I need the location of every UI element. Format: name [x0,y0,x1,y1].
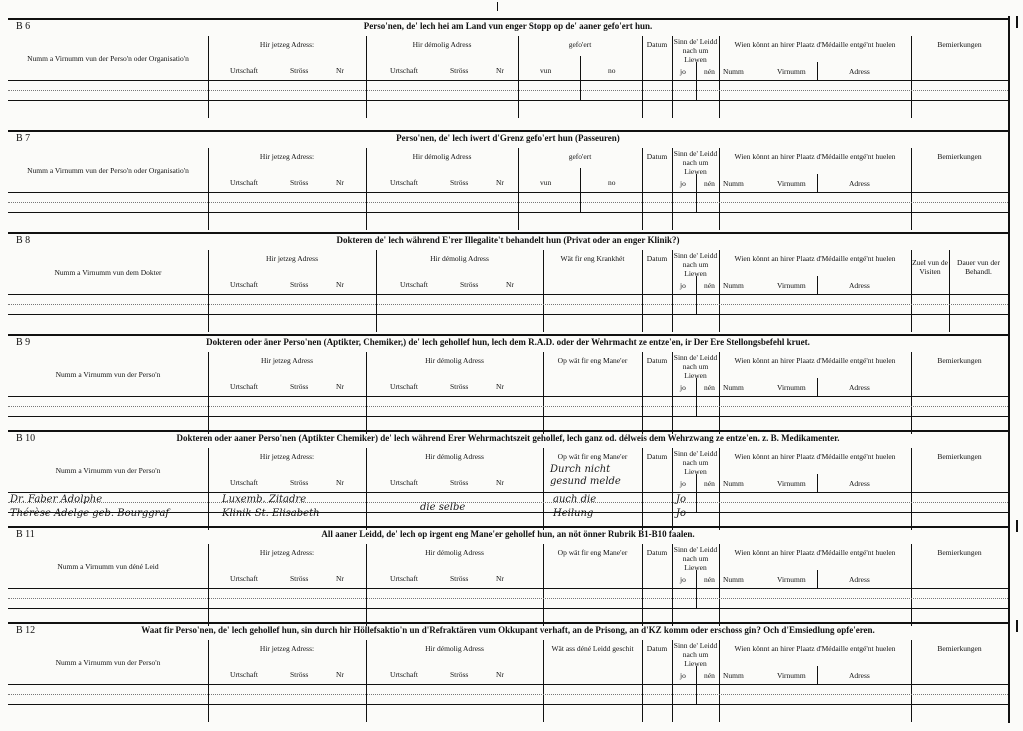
column-rule [817,276,818,294]
address-label: Adress [849,179,870,188]
number-label: Nr [506,280,514,289]
header-rule [8,684,1008,685]
column-rule [696,666,697,704]
no-label: nén [704,479,715,488]
remarks-header: Bemierkungen [937,356,982,365]
row-dots [8,304,1008,305]
section-title: Waat fir Perso'nen, de' lech gehollef hun, sin durch hir Höllefsaktio'n un d'Refraktären vum Okkupant verhaft, an de Prisong, an d'KZ komm oder erschoss gin? Och d'Emsiedlung opfe'eren. [141,625,875,635]
firstname-label: Virnumm [777,575,806,584]
row-dots [8,598,1008,599]
town-label: Urtschaft [390,478,418,487]
section-b8 [8,232,1008,334]
section-title: Perso'nen, de' lech hei am Land vun enger Stopp op de' aaner gefo'ert hun. [363,21,653,31]
firstname-label: Virnumm [777,179,806,188]
row-rule [8,416,1008,417]
row-dots [8,90,1008,91]
section-divider [8,526,1008,528]
name-column-header: Numm a Virnumm vun der Perso'n [55,466,161,475]
section-b6 [8,18,1008,120]
date-header: Datum [646,548,668,557]
middle-column-header: Wät fir eng Krankhét [560,254,625,263]
town-label: Urtschaft [390,178,418,187]
handwritten-old-address: die selbe [420,502,466,513]
number-label: Nr [496,478,504,487]
name-column-header: Numm a Virnumm vun der Perso'n [55,370,161,379]
number-label: Nr [336,382,344,391]
no-label: nén [704,179,715,188]
former-address-header: Hir démolig Adress [430,254,489,263]
row-dots [8,406,1008,407]
number-label: Nr [496,574,504,583]
street-label: Ströss [290,382,309,391]
section-title: Dokteren oder aaner Perso'nen (Aptikter Chemiker) de' lech während Erer Wehrmachtszeit gehollef, lech ganz od. délweis dem Wehrzwang ze entze'en. z. B. Medikamenter. [176,433,840,443]
handwritten-name: Dr. Faber Adolphe [10,494,103,505]
column-rule [696,570,697,608]
medal-recipient-header: Wien könnt an hirer Plaatz d'Médaille entgé'nt huelen [734,548,896,557]
edge-tick [1016,620,1018,632]
current-address-header: Hir jetzeg Adress: [259,152,315,161]
number-label: Nr [336,478,344,487]
former-address-header: Hir démolig Adress [425,356,484,365]
yes-label: jo [680,575,686,584]
column-rule [817,474,818,492]
handwritten-yes: Jo [676,508,687,519]
section-b12 [8,622,1008,724]
row-dots [8,502,1008,503]
section-code: B 8 [16,235,31,246]
treatment-duration-header: Dauer vun der Behandl. [957,258,1000,276]
current-address-header: Hir jetzeg Adress: [259,452,315,461]
top-mark [497,2,498,11]
alive-header: Sinn de' Leidd nach um Liewen [673,37,718,64]
firstname-label: Virnumm [777,67,806,76]
town-label: Urtschaft [390,574,418,583]
yes-label: jo [680,67,686,76]
medal-recipient-header: Wien könnt an hirer Plaatz d'Médaille entgé'nt huelen [734,644,896,653]
column-rule [696,474,697,512]
town-label: Urtschaft [230,382,258,391]
section-code: B 12 [16,625,36,636]
section-title: All aaner Leidd, de' lech op irgent eng Mane'er gehollef hun, an nöt önner Rubrik B1-B10 faalen. [321,529,695,539]
street-label: Ströss [290,280,309,289]
number-label: Nr [336,178,344,187]
section-code: B 7 [16,133,31,144]
street-label: Ströss [450,66,469,75]
yes-label: jo [680,281,686,290]
middle-column-header: Op wät fir eng Mane'er [557,452,628,461]
section-divider [8,232,1008,234]
town-label: Urtschaft [230,66,258,75]
surname-label: Numm [723,671,744,680]
number-label: Nr [496,66,504,75]
right-border [1008,16,1010,723]
handwritten-name: Thérèse Adelge geb. Bourggraf [10,508,170,519]
current-address-header: Hir jetzeg Adress: [259,548,315,557]
date-header: Datum [646,254,668,263]
surname-label: Numm [723,67,744,76]
no-label: nén [704,671,715,680]
surname-label: Numm [723,575,744,584]
section-divider [8,334,1008,336]
section-divider [8,18,1008,20]
section-b9 [8,334,1008,436]
current-address-header: Hir jetzeg Adress [265,254,319,263]
yes-label: jo [680,179,686,188]
column-rule [817,62,818,80]
name-column-header: Numm a Virnumm vun déné Leid [57,562,159,571]
alive-header: Sinn de' Leidd nach um Liewen [673,641,718,668]
edge-tick [1016,16,1018,28]
number-label: Nr [336,66,344,75]
yes-label: jo [680,671,686,680]
column-rule [543,544,544,626]
medal-recipient-header: Wien könnt an hirer Plaatz d'Médaille entgé'nt huelen [734,356,896,365]
column-rule [543,640,544,722]
name-column-header: Numm a Virnumm vun der Perso'n oder Organisatio'n [27,166,189,175]
no-label: nén [704,575,715,584]
date-header: Datum [646,644,668,653]
medal-recipient-header: Wien könnt an hirer Plaatz d'Médaille entgé'nt huelen [734,452,896,461]
middle-column-header: Op wät fir eng Mane'er [557,356,628,365]
from-label: vun [540,66,552,75]
former-address-header: Hir démolig Adress [412,40,472,49]
section-b7 [8,130,1008,232]
header-rule [8,192,1008,193]
column-rule [696,62,697,100]
column-rule [543,352,544,434]
town-label: Urtschaft [230,574,258,583]
header-rule [8,396,1008,397]
to-label: no [608,178,616,187]
former-address-header: Hir démolig Adress [425,644,484,653]
number-label: Nr [336,280,344,289]
current-address-header: Hir jetzeg Adress: [259,644,315,653]
address-label: Adress [849,383,870,392]
surname-label: Numm [723,383,744,392]
town-label: Urtschaft [390,66,418,75]
street-label: Ströss [450,382,469,391]
section-divider [8,430,1008,432]
address-label: Adress [849,479,870,488]
alive-header: Sinn de' Leidd nach um Liewen [673,149,718,176]
medal-recipient-header: Wien könnt an hirer Plaatz d'Médaille entgé'nt huelen [734,152,896,161]
medal-recipient-header: Wien könnt an hirer Plaatz d'Médaille entgé'nt huelen [734,254,896,263]
middle-column-header: Op wät fir eng Mane'er [557,548,628,557]
row-rule [8,608,1008,609]
town-label: Urtschaft [400,280,428,289]
row-rule [8,704,1008,705]
column-rule [817,174,818,192]
yes-label: jo [680,479,686,488]
alive-header: Sinn de' Leidd nach um Liewen [673,545,718,572]
section-b11 [8,526,1008,628]
no-label: nén [704,383,715,392]
handwritten-manner: Heilung [553,508,594,519]
address-label: Adress [849,67,870,76]
column-rule [580,56,581,100]
column-rule [580,168,581,212]
section-code: B 11 [16,529,35,540]
former-address-header: Hir démolig Adress [412,152,472,161]
former-address-header: Hir démolig Adress [425,548,484,557]
address-label: Adress [849,575,870,584]
edge-tick [1016,520,1018,532]
handwritten-address: Luxemb. Zitadre [222,494,307,505]
header-rule [8,588,1008,589]
street-label: Ströss [290,574,309,583]
firstname-label: Virnumm [777,281,806,290]
date-header: Datum [646,152,668,161]
town-label: Urtschaft [230,478,258,487]
number-label: Nr [496,178,504,187]
street-label: Ströss [450,478,469,487]
section-divider [8,622,1008,624]
name-column-header: Numm a Virnumm vun dem Dokter [54,268,162,277]
section-title: Dokteren oder äner Perso'nen (Aptikter, Chemiker,) de' lech gehollef hun, lech dem R.A.D. oder der Wehrmacht ze entze'en, ir Der Ere Stellongsbefehl kruet. [206,337,810,347]
name-column-header: Numm a Virnumm vun der Perso'n oder Organisatio'n [27,54,189,63]
no-label: nén [704,281,715,290]
firstname-label: Virnumm [777,671,806,680]
row-dots [8,202,1008,203]
handwritten-address: Klinik St. Elisabeth [222,508,320,519]
date-header: Datum [646,452,668,461]
handwritten-manner: gesund melde [550,476,621,487]
remarks-header: Bemierkungen [937,644,982,653]
conveyed-header: gefo'ert [568,152,592,161]
remarks-header: Bemierkungen [937,40,982,49]
section-title: Perso'nen, de' lech iwert d'Grenz gefo'ert hun (Passeuren) [396,133,620,143]
town-label: Urtschaft [390,670,418,679]
section-code: B 6 [16,21,31,32]
alive-header: Sinn de' Leidd nach um Liewen [673,449,718,476]
column-rule [543,250,544,332]
town-label: Urtschaft [390,382,418,391]
address-label: Adress [849,671,870,680]
number-label: Nr [336,670,344,679]
street-label: Ströss [290,178,309,187]
former-address-header: Hir démolig Adress [425,452,484,461]
alive-header: Sinn de' Leidd nach um Liewen [673,353,718,380]
column-rule [543,448,544,530]
street-label: Ströss [290,670,309,679]
remarks-header: Bemierkungen [937,548,982,557]
street-label: Ströss [460,280,479,289]
column-rule [696,276,697,314]
street-label: Ströss [290,66,309,75]
street-label: Ströss [450,574,469,583]
handwritten-yes: Jo [676,494,687,505]
from-label: vun [540,178,552,187]
town-label: Urtschaft [230,178,258,187]
column-rule [817,378,818,396]
number-label: Nr [336,574,344,583]
current-address-header: Hir jetzeg Adress [260,356,314,365]
current-address-header: Hir jetzeg Adress: [259,40,315,49]
remarks-header: Bemierkungen [937,152,982,161]
row-rule [8,100,1008,101]
row-dots [8,694,1008,695]
header-rule [8,80,1008,81]
to-label: no [608,66,616,75]
surname-label: Numm [723,179,744,188]
address-label: Adress [849,281,870,290]
row-rule [8,314,1008,315]
handwritten-manner: auch die [553,494,597,505]
firstname-label: Virnumm [777,383,806,392]
town-label: Urtschaft [230,670,258,679]
street-label: Ströss [450,178,469,187]
yes-label: jo [680,383,686,392]
street-label: Ströss [450,670,469,679]
row-rule [8,212,1008,213]
handwritten-manner: Durch nicht [550,464,611,475]
town-label: Urtschaft [230,280,258,289]
header-rule [8,294,1008,295]
date-header: Datum [646,356,668,365]
header-rule [8,492,1008,493]
no-label: nén [704,67,715,76]
street-label: Ströss [290,478,309,487]
remarks-header: Bemierkungen [937,452,982,461]
date-header: Datum [646,40,668,49]
conveyed-header: gefo'ert [568,40,592,49]
number-label: Nr [496,670,504,679]
column-rule [696,378,697,416]
surname-label: Numm [723,479,744,488]
section-code: B 9 [16,337,31,348]
section-code: B 10 [16,433,36,444]
name-column-header: Numm a Virnumm vun der Perso'n [55,658,161,667]
column-rule [696,174,697,212]
number-label: Nr [496,382,504,391]
surname-label: Numm [723,281,744,290]
section-title: Dokteren de' lech während E'rer Illegalite't behandelt hun (Privat oder an enger Klinik?) [336,235,680,245]
middle-column-header: Wät ass déné Leidd geschit [551,644,634,653]
section-divider [8,130,1008,132]
medal-recipient-header: Wien könnt an hirer Plaatz d'Médaille entgé'nt huelen [734,40,896,49]
alive-header: Sinn de' Leidd nach um Liewen [673,251,718,278]
column-rule [817,570,818,588]
firstname-label: Virnumm [777,479,806,488]
visits-header: Zuel vun de Visiten [912,258,948,276]
column-rule [817,666,818,684]
